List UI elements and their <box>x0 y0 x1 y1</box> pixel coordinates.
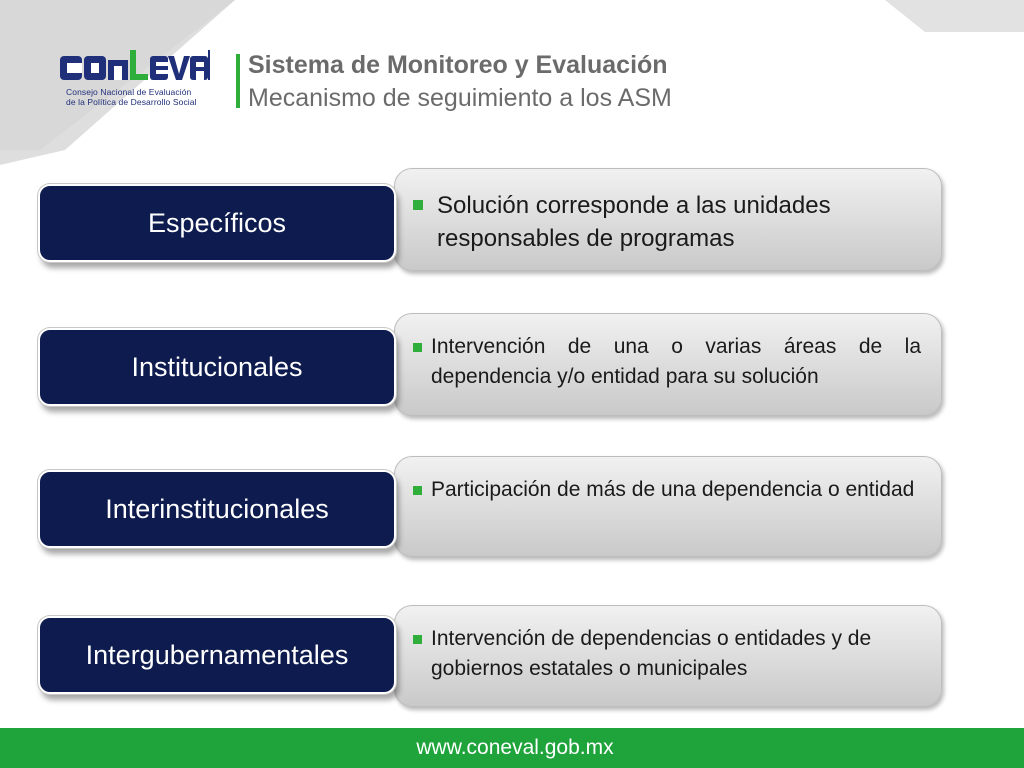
square-bullet-icon <box>413 343 422 352</box>
description-content: Intervención de una o varias áreas de la dependencia y/o entidad para su solución <box>431 335 921 388</box>
description-text <box>413 475 921 505</box>
footer-website-link[interactable]: www.coneval.gob.mx <box>416 736 614 759</box>
footer-bar <box>0 728 1024 768</box>
logo-subtitle-line1: Consejo Nacional de Evaluación <box>66 87 192 97</box>
description-box <box>394 605 942 707</box>
category-label-text: Intergubernamentales <box>85 639 349 670</box>
description-text <box>413 624 921 684</box>
description-text <box>413 332 921 392</box>
row-especificos <box>0 168 1024 278</box>
category-label <box>38 616 396 694</box>
category-label <box>38 184 396 262</box>
category-label-text: Institucionales <box>131 351 303 382</box>
row-intergubernamentales <box>0 605 1024 715</box>
square-bullet-icon <box>413 486 422 495</box>
description-content: Participación de más de una dependencia o entidad <box>431 478 915 501</box>
row-institucionales <box>0 313 1024 423</box>
logo-subtitle-line2: de la Política de Desarrollo Social <box>66 97 197 107</box>
slide-subtitle: Mecanismo de seguimiento a los ASM <box>248 84 672 112</box>
category-label <box>38 470 396 548</box>
description-box <box>394 168 942 271</box>
row-interinstitucionales <box>0 456 1024 566</box>
description-content: Intervención de dependencias o entidades y de gobiernos estatales o municipales <box>431 627 872 680</box>
slide-header <box>248 48 948 114</box>
slide-title: Sistema de Monitoreo y Evaluación <box>248 51 668 79</box>
square-bullet-icon <box>413 635 422 644</box>
description-text <box>413 189 921 255</box>
category-label <box>38 328 396 406</box>
square-bullet-icon <box>413 200 423 210</box>
category-label-text: Específicos <box>147 207 287 238</box>
coneval-logo-wordmark <box>60 50 210 84</box>
description-box <box>394 313 942 416</box>
coneval-logo-subtitle <box>66 87 226 107</box>
coneval-logo <box>60 50 230 114</box>
title-accent-bar <box>236 54 240 108</box>
description-box <box>394 456 942 557</box>
category-label-text: Interinstitucionales <box>105 493 329 524</box>
description-content: Solución corresponde a las unidades responsables de programas <box>437 192 831 252</box>
